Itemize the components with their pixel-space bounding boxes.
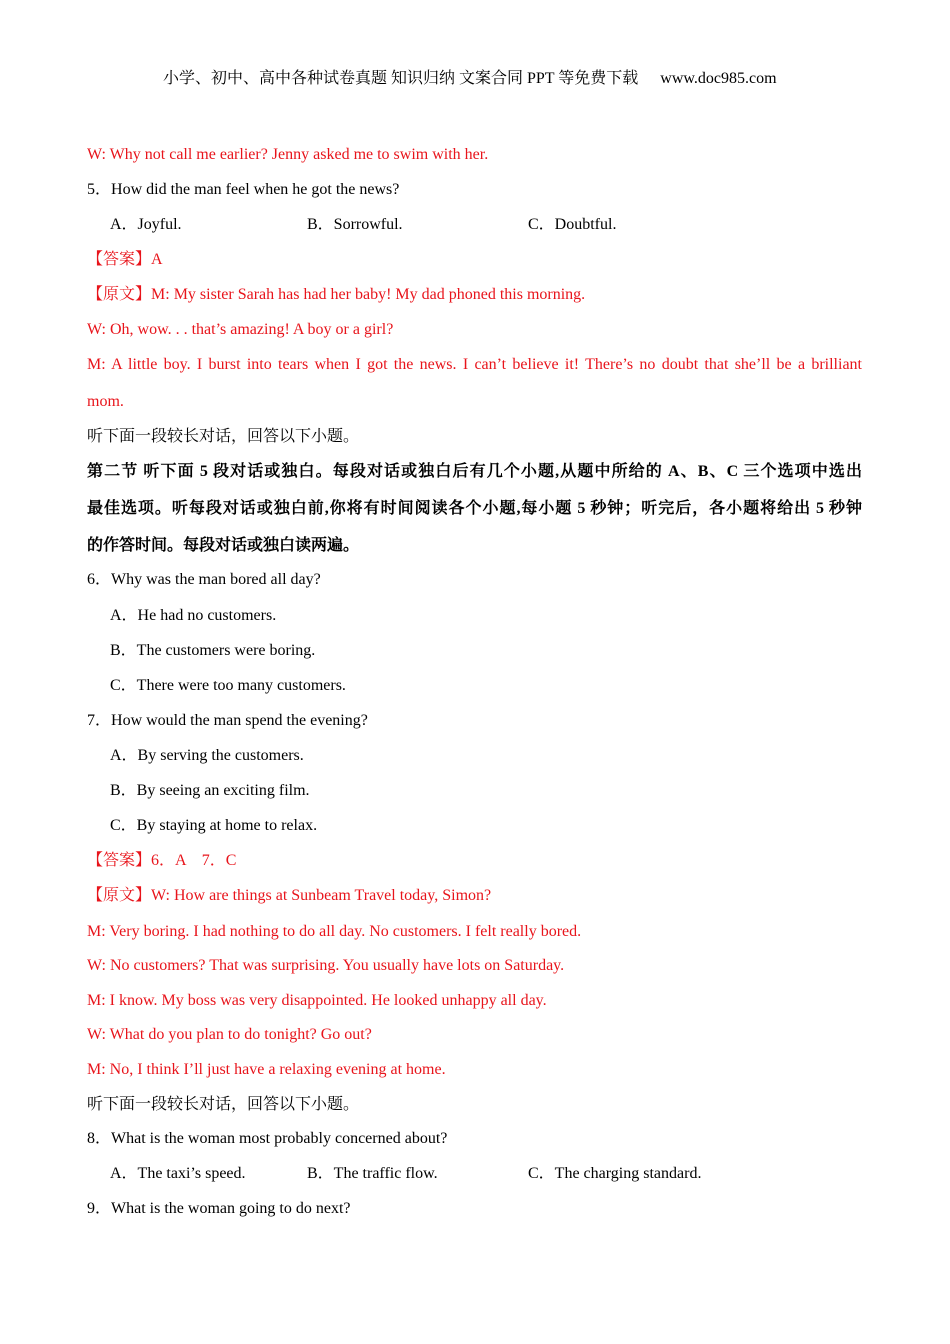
q7-option-c: C．By staying at home to relax.: [110, 817, 318, 834]
q5-answer: [87, 250, 163, 270]
question-number: 6．: [87, 571, 112, 588]
question-number: 5．: [87, 181, 112, 198]
transcript-line: W: Why not call me earlier? Jenny asked me to swim with her.: [87, 146, 489, 163]
listening-instruction: 听下面一段较长对话，回答以下小题。: [87, 428, 360, 445]
q5-option-c: C．Doubtful.: [528, 216, 617, 233]
question-stem: How did the man feel when he got the news?: [111, 181, 400, 198]
q5-option-a: A．Joyful.: [110, 216, 182, 233]
transcript-line: M: I know. My boss was very disappointed. He looked unhappy all day.: [87, 992, 547, 1009]
transcript-line: W: No customers? That was surprising. You usually have lots on Saturday.: [87, 957, 565, 974]
section-heading-line: 最佳选项。听每段对话或独白前,你将有时间阅读各个小题,每小题 5 秒钟；听完后，各小题将给出 5 秒钟: [87, 500, 862, 517]
answer-value: A: [151, 251, 163, 268]
question-8: [87, 1129, 447, 1149]
q6-option-c: C．There were too many customers.: [110, 677, 346, 694]
question-7: [87, 711, 368, 731]
section-heading-line: 第二节 听下面 5 段对话或独白。每段对话或独白后有几个小题,从题中所给的 A、B、C 三个选项中选出: [87, 463, 862, 480]
transcript-line: W: Oh, wow. . . that’s amazing! A boy or a girl?: [87, 321, 394, 338]
q7-option-b: B．By seeing an exciting film.: [110, 782, 310, 799]
page-header: [163, 69, 777, 89]
transcript-line: W: What do you plan to do tonight? Go out?: [87, 1026, 372, 1043]
q5-option-b: B．Sorrowful.: [307, 216, 403, 233]
q5-transcript-first: [87, 285, 585, 305]
transcript-line: mom.: [87, 393, 124, 410]
transcript-line: M: My sister Sarah has had her baby! My dad phoned this morning.: [151, 286, 586, 303]
transcript-line: W: How are things at Sunbeam Travel today, Simon?: [151, 887, 492, 904]
header-banner-text: 小学、初中、高中各种试卷真题 知识归纳 文案合同 PPT 等免费下载: [163, 70, 639, 87]
q7-option-a: A．By serving the customers.: [110, 747, 304, 764]
question-number: 7．: [87, 712, 112, 729]
answer-value: 6．A 7．C: [151, 852, 237, 869]
question-stem: What is the woman going to do next?: [111, 1200, 351, 1217]
q6-option-a: A．He had no customers.: [110, 607, 277, 624]
transcript-line: M: A little boy. I burst into tears when I got the news. I can’t believe it! There’s no doubt that she’ll be a brilliant: [87, 356, 862, 373]
question-number: 8．: [87, 1130, 112, 1147]
answer-label: 【答案】: [87, 852, 152, 869]
q8-option-a: A．The taxi’s speed.: [110, 1165, 246, 1182]
transcript-label: 【原文】: [87, 286, 152, 303]
question-stem: How would the man spend the evening?: [111, 712, 368, 729]
transcript-line: M: No, I think I’ll just have a relaxing evening at home.: [87, 1061, 446, 1078]
question-number: 9．: [87, 1200, 112, 1217]
header-site-url: www.doc985.com: [660, 70, 777, 87]
q6-option-b: B．The customers were boring.: [110, 642, 316, 659]
transcript-line: M: Very boring. I had nothing to do all day. No customers. I felt really bored.: [87, 923, 582, 940]
q6-7-transcript-first: [87, 886, 491, 906]
listening-instruction: 听下面一段较长对话，回答以下小题。: [87, 1096, 360, 1113]
section-heading-line: 的作答时间。每段对话或独白读两遍。: [87, 537, 360, 554]
q6-7-answer: [87, 851, 236, 871]
answer-label: 【答案】: [87, 251, 152, 268]
transcript-label: 【原文】: [87, 887, 152, 904]
q8-option-c: C．The charging standard.: [528, 1165, 702, 1182]
question-6: [87, 570, 321, 590]
q8-option-b: B．The traffic flow.: [307, 1165, 438, 1182]
question-stem: What is the woman most probably concerned about?: [111, 1130, 448, 1147]
question-stem: Why was the man bored all day?: [111, 571, 321, 588]
question-5: [87, 180, 399, 200]
question-9: [87, 1199, 351, 1219]
